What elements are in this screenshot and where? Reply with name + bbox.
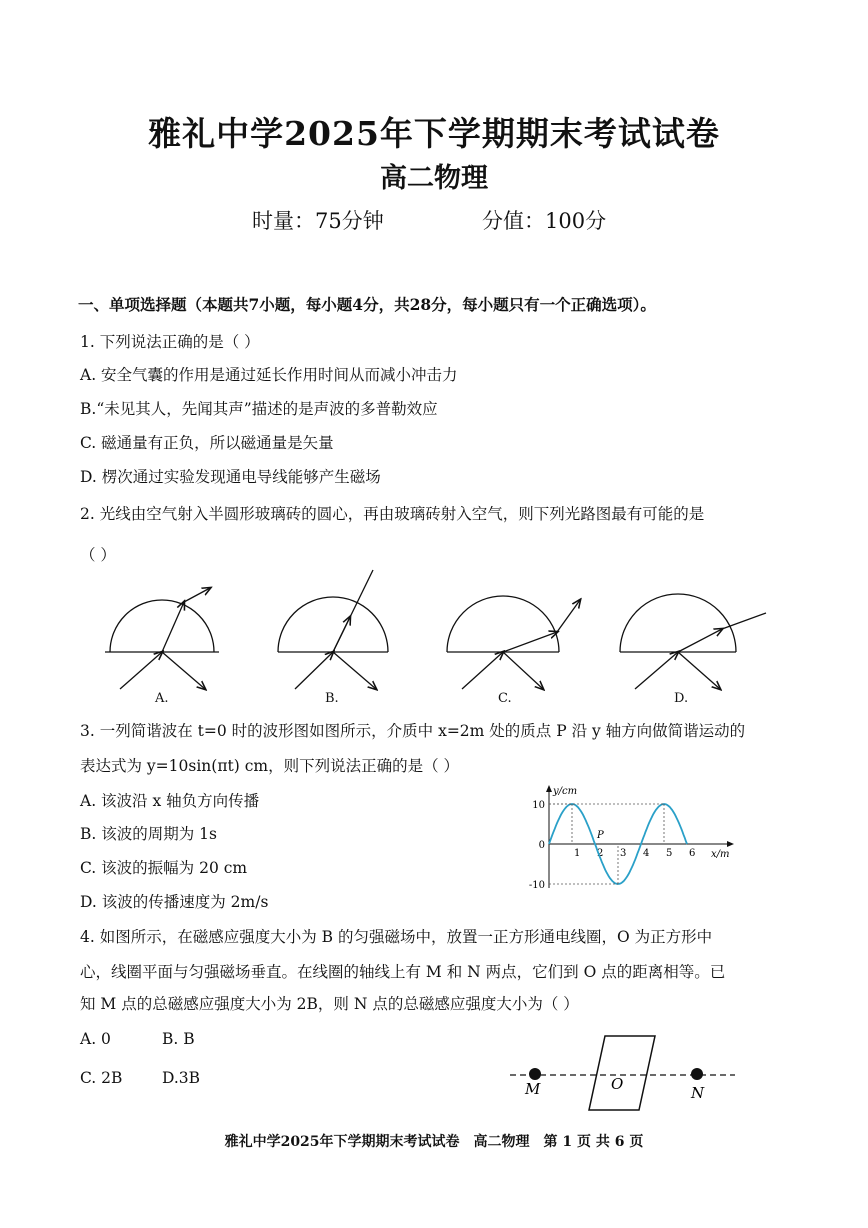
coil-figure [505,1028,745,1114]
q2-light-path-figures [100,565,780,710]
incident-ray [635,652,678,689]
q3-option-c: C. 该波的振幅为 20 cm [80,859,248,877]
q1-option-d: D. 楞次通过实验发现通电导线能够产生磁场 [80,468,381,486]
exam-duration: 时量：75分钟 [252,209,384,233]
label-m: M [525,1080,541,1098]
reflected-ray [503,652,543,689]
q2-stem: 2. 光线由空气射入半圆形玻璃砖的圆心，再由玻璃砖射入空气，则下列光路图最有可能的是 [80,505,705,523]
incident-ray [462,652,503,689]
reflected-ray [678,652,720,689]
y-tick-label: -10 [528,880,545,891]
y-axis-label: y/cm [553,786,578,797]
semicircle-glass [620,594,736,652]
figure-c [447,596,580,689]
semicircle-glass [447,596,559,652]
figure-a-label: A. [155,691,169,706]
figure-d [620,594,766,689]
x-tick-label: 4 [643,848,650,859]
reflected-ray [333,652,376,689]
exit-ray [722,613,766,629]
point-n [691,1068,703,1080]
q1-option-a: A. 安全气囊的作用是通过延长作用时间从而减小冲击力 [80,366,458,384]
ray-direction [333,617,350,652]
label-n: N [691,1084,705,1102]
figure-d-label: D. [674,691,689,706]
subject-title: 高二物理 [380,163,488,194]
q2-paren: （ ） [80,546,116,564]
semicircle-glass [278,597,388,652]
refracted-ray [678,629,722,652]
y-tick-label: 10 [532,800,545,811]
x-axis-label: x/m [711,849,730,860]
q4-option-d: D.3B [162,1069,201,1087]
figure-b [278,570,388,689]
refracted-ray [162,602,184,652]
page-footer: 雅礼中学2025年下学期期末考试试卷 高二物理 第 1 页 共 6 页 [224,1134,644,1150]
x-tick-label: 5 [666,848,673,859]
q1-option-b: B.“未见其人，先闻其声”描述的是声波的多普勒效应 [80,400,438,418]
wave-chart [525,782,740,894]
q1-option-c: C. 磁通量有正负，所以磁通量是矢量 [80,434,334,452]
q3-stem-line2: 表达式为 y=10sin(πt) cm，则下列说法正确的是（ ） [80,757,460,775]
exam-title: 雅礼中学2025年下学期期末考试试卷 [148,114,720,153]
point-m [529,1068,541,1080]
q1-stem: 1. 下列说法正确的是（ ） [80,333,260,351]
q3-stem-line1: 3. 一列简谐波在 t=0 时的波形图如图所示，介质中 x=2m 处的质点 P 沿 y 轴方向做简谐运动的 [80,722,746,740]
x-tick-label: 2 [597,848,604,859]
label-o: O [611,1075,624,1093]
refracted-ray [503,632,557,652]
exit-ray [184,588,210,602]
incident-ray [120,652,162,689]
q4-stem-line2: 心，线圈平面与匀强磁场垂直。在线圈的轴线上有 M 和 N 两点，它们到 O 点的距离相等。已 [80,963,726,981]
square-coil [589,1036,655,1110]
figure-a [105,588,219,689]
q4-stem-line3: 知 M 点的总磁感应强度大小为 2B，则 N 点的总磁感应强度大小为（ ） [80,995,579,1013]
reflected-ray [162,652,205,689]
x-tick-label: 1 [574,848,581,859]
figure-b-label: B. [325,691,339,706]
q3-option-a: A. 该波沿 x 轴负方向传播 [80,792,260,810]
point-p-label: P [597,830,604,841]
section-heading: 一、单项选择题（本题共7小题，每小题4分，共28分，每小题只有一个正确选项）。 [78,295,656,314]
q3-option-b: B. 该波的周期为 1s [80,825,217,843]
q4-option-b: B. B [162,1030,195,1048]
incident-ray [295,652,333,689]
x-tick-label: 3 [620,848,627,859]
exam-score: 分值：100分 [482,209,607,233]
figure-c-label: C. [498,691,512,706]
y-tick-label: 0 [538,840,545,851]
semicircle-glass [110,600,214,652]
q4-option-c: C. 2B [80,1069,123,1087]
exit-ray [557,600,580,632]
q4-option-a: A. 0 [80,1030,111,1048]
x-tick-label: 6 [689,848,696,859]
q4-stem-line1: 4. 如图所示，在磁感应强度大小为 B 的匀强磁场中，放置一正方形通电线圈，O 为正方形中 [80,928,713,946]
q3-option-d: D. 该波的传播速度为 2m/s [80,893,269,911]
